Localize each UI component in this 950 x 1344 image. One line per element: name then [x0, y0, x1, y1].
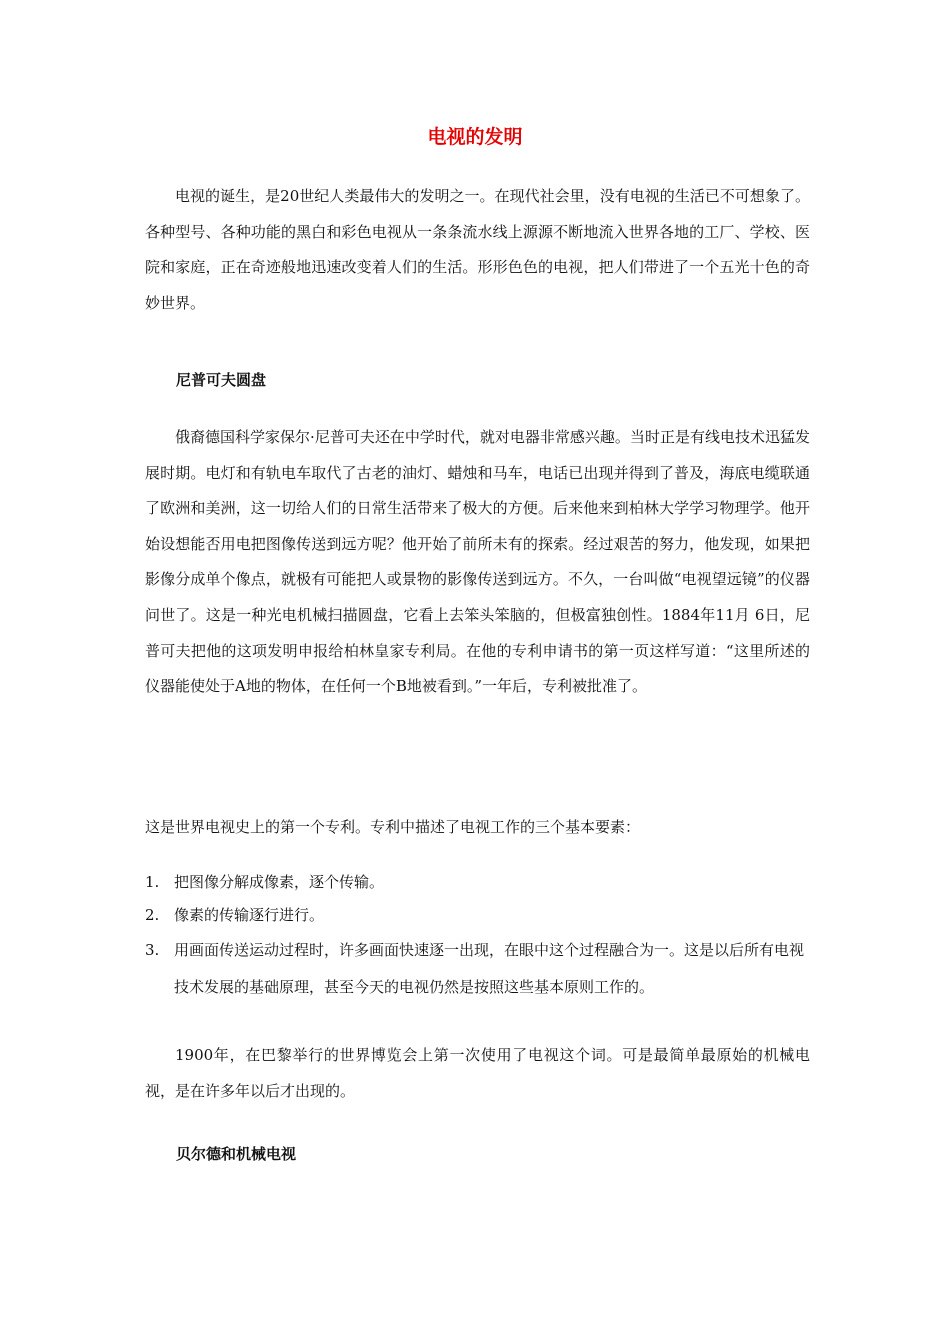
nipkow-paragraph: 俄裔德国科学家保尔·尼普可夫还在中学时代，就对电器非常感兴趣。当时正是有线电技术迅猛发展时期。电灯和有轨电车取代了古老的油灯、蜡烛和马车，电话已出现并得到了普及，海底电缆联通了欧洲和美洲，这一切给人们的日常生活带来了极大的方便。后来他来到柏林大学学习物理学。他开始设想能否用电把图像传送到远方呢？他开始了前所未有的探索。经过艰苦的努力，他发现，如果把影像分成单个像点，就极有可能把人或景物的影像传送到远方。不久，一台叫做“电视望远镜”的仪器问世了。这是一种光电机械扫描圆盘，它看上去笨头笨脑的，但极富独创性。1884年11月 6日，尼普可夫把他的这项发明申报给柏林皇家专利局。在他的专利申请书的第一页这样写道：“这里所述的仪器能使处于A地的物体，在任何一个B地被看到。”一年后，专利被批准了。	[145, 428, 810, 696]
list-item	[145, 932, 810, 1006]
list-text: 把图像分解成像素，逐个传输。	[174, 873, 385, 891]
list-text: 用画面传送运动过程时，许多画面快速逐一出现，在眼中这个过程融合为一。这是以后所有电视技术发展的基础原理，甚至今天的电视仍然是按照这些基本原则工作的。	[174, 941, 805, 996]
list-text: 像素的传输逐行进行。	[174, 906, 325, 924]
section-heading-baird: 贝尔德和机械电视	[176, 1145, 297, 1163]
list-number: 2.	[145, 906, 160, 924]
patent-elements-list	[145, 866, 810, 1006]
patent-summary-paragraph: 这是世界电视史上的第一个专利。专利中描述了电视工作的三个基本要素：	[145, 818, 641, 836]
list-number: 3.	[145, 941, 160, 959]
document-title: 电视的发明	[427, 126, 523, 148]
list-item	[145, 899, 810, 932]
paris-expo-paragraph: 1900年，在巴黎举行的世界博览会上第一次使用了电视这个词。可是最简单最原始的机械电视，是在许多年以后才出现的。	[145, 1046, 810, 1100]
section-heading-nipkow: 尼普可夫圆盘	[176, 371, 267, 389]
intro-paragraph: 电视的诞生，是20世纪人类最伟大的发明之一。在现代社会里，没有电视的生活已不可想象了。各种型号、各种功能的黑白和彩色电视从一条条流水线上源源不断地流入世界各地的工厂、学校、医院和家庭，正在奇迹般地迅速改变着人们的生活。形形色色的电视，把人们带进了一个五光十色的奇妙世界。	[145, 187, 810, 312]
list-item	[145, 866, 810, 899]
list-number: 1.	[145, 873, 160, 891]
